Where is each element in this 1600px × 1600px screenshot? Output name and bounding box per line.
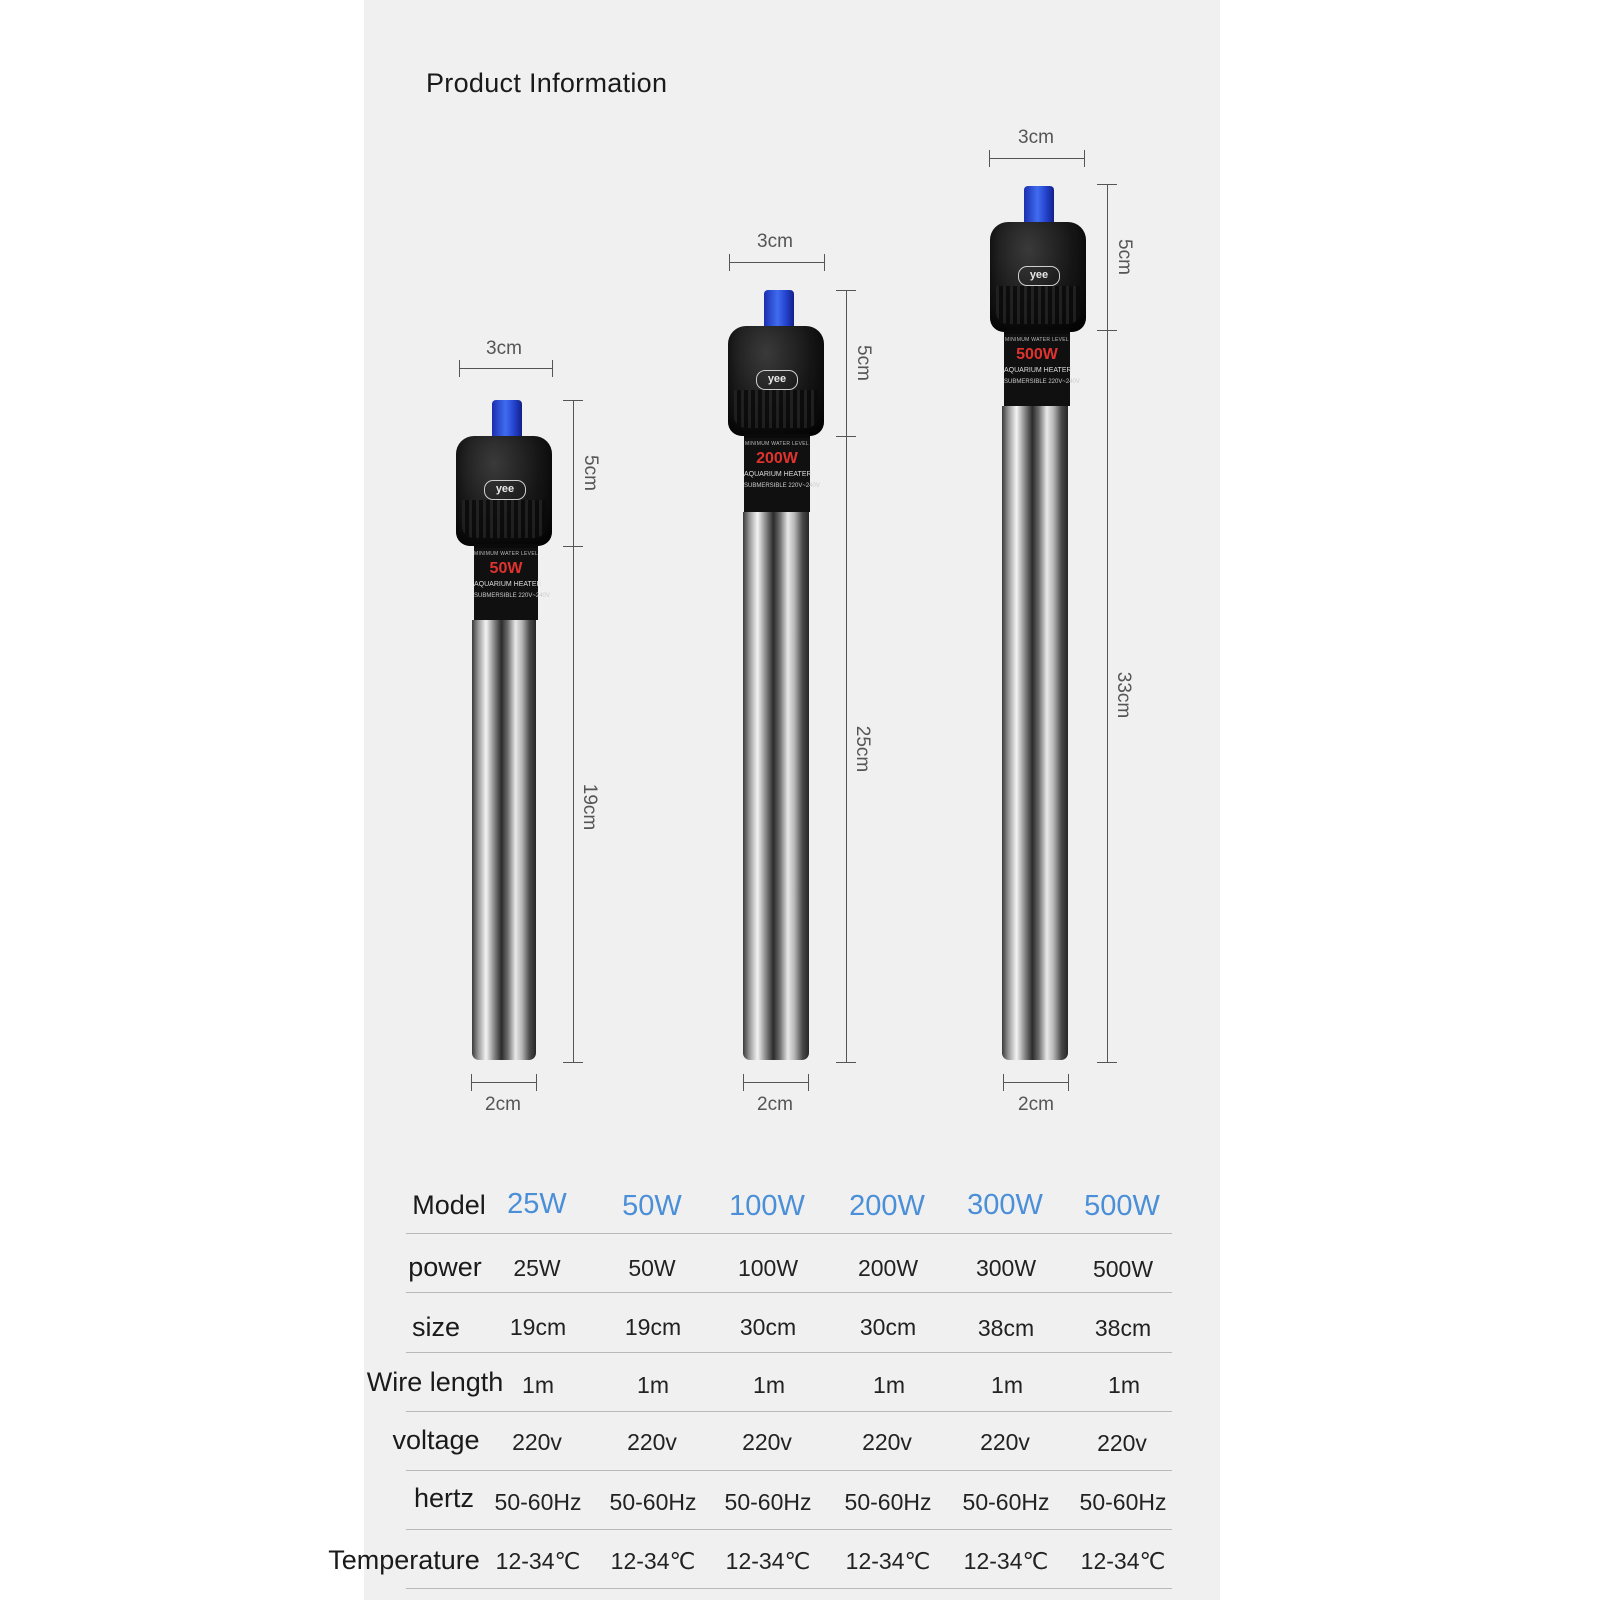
height-dimension	[573, 400, 574, 1062]
table-cell: 500W	[1092, 1256, 1154, 1282]
heater-tube	[472, 620, 536, 1060]
table-cell: 1m	[873, 1372, 905, 1398]
table-cell: 12-34℃	[610, 1548, 696, 1574]
table-cell: 220v	[980, 1429, 1030, 1455]
table-cell: 300W	[975, 1255, 1037, 1281]
heater-label	[744, 438, 820, 512]
row-label-wire-length: Wire length	[366, 1367, 504, 1397]
heater-label-line1: AQUARIUM HEATER	[1004, 367, 1072, 374]
head-grip	[996, 286, 1080, 324]
tube-length-label: 19cm	[579, 783, 601, 831]
table-cell: 30cm	[859, 1314, 917, 1340]
table-cell: 12-34℃	[845, 1548, 931, 1574]
tube-width-label: 2cm	[1018, 1094, 1054, 1115]
tube-length-label: 25cm	[852, 725, 874, 773]
height-dimension	[1107, 184, 1108, 1062]
table-cell: 1m	[637, 1372, 669, 1398]
tube-width-dimension	[472, 1082, 536, 1083]
brand-logo: yee	[484, 480, 526, 500]
table-cell: 30cm	[739, 1314, 797, 1340]
head-width-dimension	[460, 368, 552, 369]
table-cell: 19cm	[509, 1314, 567, 1340]
table-cell: 1m	[1108, 1372, 1140, 1398]
tube-width-dimension	[744, 1082, 808, 1083]
table-cell: 50-60Hz	[962, 1489, 1050, 1515]
table-cell: 50W	[628, 1255, 676, 1281]
head-width-label: 3cm	[757, 231, 793, 252]
table-cell: 12-34℃	[1080, 1548, 1166, 1574]
table-cell: 200W	[857, 1255, 919, 1281]
head-height-label: 5cm	[852, 345, 874, 381]
head-width-dimension	[990, 158, 1084, 159]
brand-logo: yee	[1018, 266, 1060, 286]
water-level-text: MINIMUM WATER LEVEL	[474, 551, 539, 557]
water-level-text: MINIMUM WATER LEVEL	[744, 441, 810, 447]
heater-head	[456, 436, 552, 546]
head-grip	[462, 500, 546, 538]
table-cell: 19cm	[624, 1314, 682, 1340]
head-grip	[734, 390, 818, 428]
model-cell: 50W	[622, 1190, 682, 1222]
row-label-size: size	[411, 1312, 461, 1342]
model-cell: 200W	[849, 1190, 925, 1222]
table-cell: 220v	[742, 1429, 792, 1455]
heater-label-line2: SUBMERSIBLE 220V~240V	[1004, 379, 1080, 385]
table-cell: 38cm	[1094, 1315, 1152, 1341]
heater-head	[728, 326, 824, 436]
dimension-tick	[563, 1062, 583, 1063]
head-height-label: 5cm	[1113, 239, 1135, 275]
heater-label	[474, 548, 550, 620]
tube-length-label: 33cm	[1113, 671, 1135, 719]
table-cell: 38cm	[977, 1315, 1035, 1341]
page-title: Product Information	[426, 68, 668, 98]
table-cell: 220v	[862, 1429, 912, 1455]
table-cell: 50-60Hz	[494, 1489, 582, 1515]
table-cell: 12-34℃	[725, 1548, 811, 1574]
model-cell: 100W	[729, 1190, 805, 1222]
head-width-label: 3cm	[1018, 127, 1054, 148]
row-label-voltage: voltage	[392, 1425, 480, 1455]
table-cell: 50-60Hz	[844, 1489, 932, 1515]
dimension-tick	[836, 1062, 856, 1063]
heater-tube	[743, 512, 809, 1060]
dimension-tick	[1097, 1062, 1117, 1063]
tube-width-label: 2cm	[757, 1094, 793, 1115]
table-cell: 100W	[737, 1255, 799, 1281]
brand-logo: yee	[756, 370, 798, 390]
head-width-dimension	[730, 262, 824, 263]
model-cell: 500W	[1084, 1190, 1160, 1222]
heater-watt: 50W	[489, 560, 523, 577]
head-width-label: 3cm	[486, 338, 522, 359]
table-cell: 1m	[522, 1372, 554, 1398]
table-cell: 220v	[512, 1429, 562, 1455]
heater-label-line1: AQUARIUM HEATER	[744, 471, 812, 478]
heater-head	[990, 222, 1086, 332]
table-cell: 1m	[753, 1372, 785, 1398]
heater-label	[1004, 334, 1080, 406]
tube-width-label: 2cm	[485, 1094, 521, 1115]
row-label-power: power	[408, 1252, 482, 1282]
water-level-text: MINIMUM WATER LEVEL	[1004, 337, 1070, 343]
heater-tube	[1002, 406, 1068, 1060]
heater-watt: 200W	[756, 450, 798, 467]
table-cell: 50-60Hz	[609, 1489, 697, 1515]
heater-label-line2: SUBMERSIBLE 220V~240V	[474, 593, 550, 599]
table-header-label: Model	[412, 1190, 486, 1220]
table-cell: 12-34℃	[495, 1548, 581, 1574]
row-label-hertz: hertz	[413, 1483, 475, 1513]
model-cell: 300W	[967, 1189, 1043, 1221]
table-cell: 12-34℃	[963, 1548, 1049, 1574]
heater-label-line1: AQUARIUM HEATER	[474, 581, 542, 588]
tube-width-dimension	[1004, 1082, 1068, 1083]
table-cell: 50-60Hz	[1079, 1489, 1167, 1515]
heater-label-line2: SUBMERSIBLE 220V~240V	[744, 483, 820, 489]
table-cell: 220v	[1097, 1430, 1147, 1456]
table-cell: 25W	[513, 1255, 561, 1281]
model-cell: 25W	[507, 1188, 567, 1220]
table-cell: 50-60Hz	[724, 1489, 812, 1515]
table-cell: 1m	[991, 1372, 1023, 1398]
head-height-label: 5cm	[579, 455, 601, 491]
height-dimension	[846, 290, 847, 1062]
row-label-temperature: Temperature	[328, 1545, 480, 1575]
table-cell: 220v	[627, 1429, 677, 1455]
heater-watt: 500W	[1016, 346, 1058, 363]
